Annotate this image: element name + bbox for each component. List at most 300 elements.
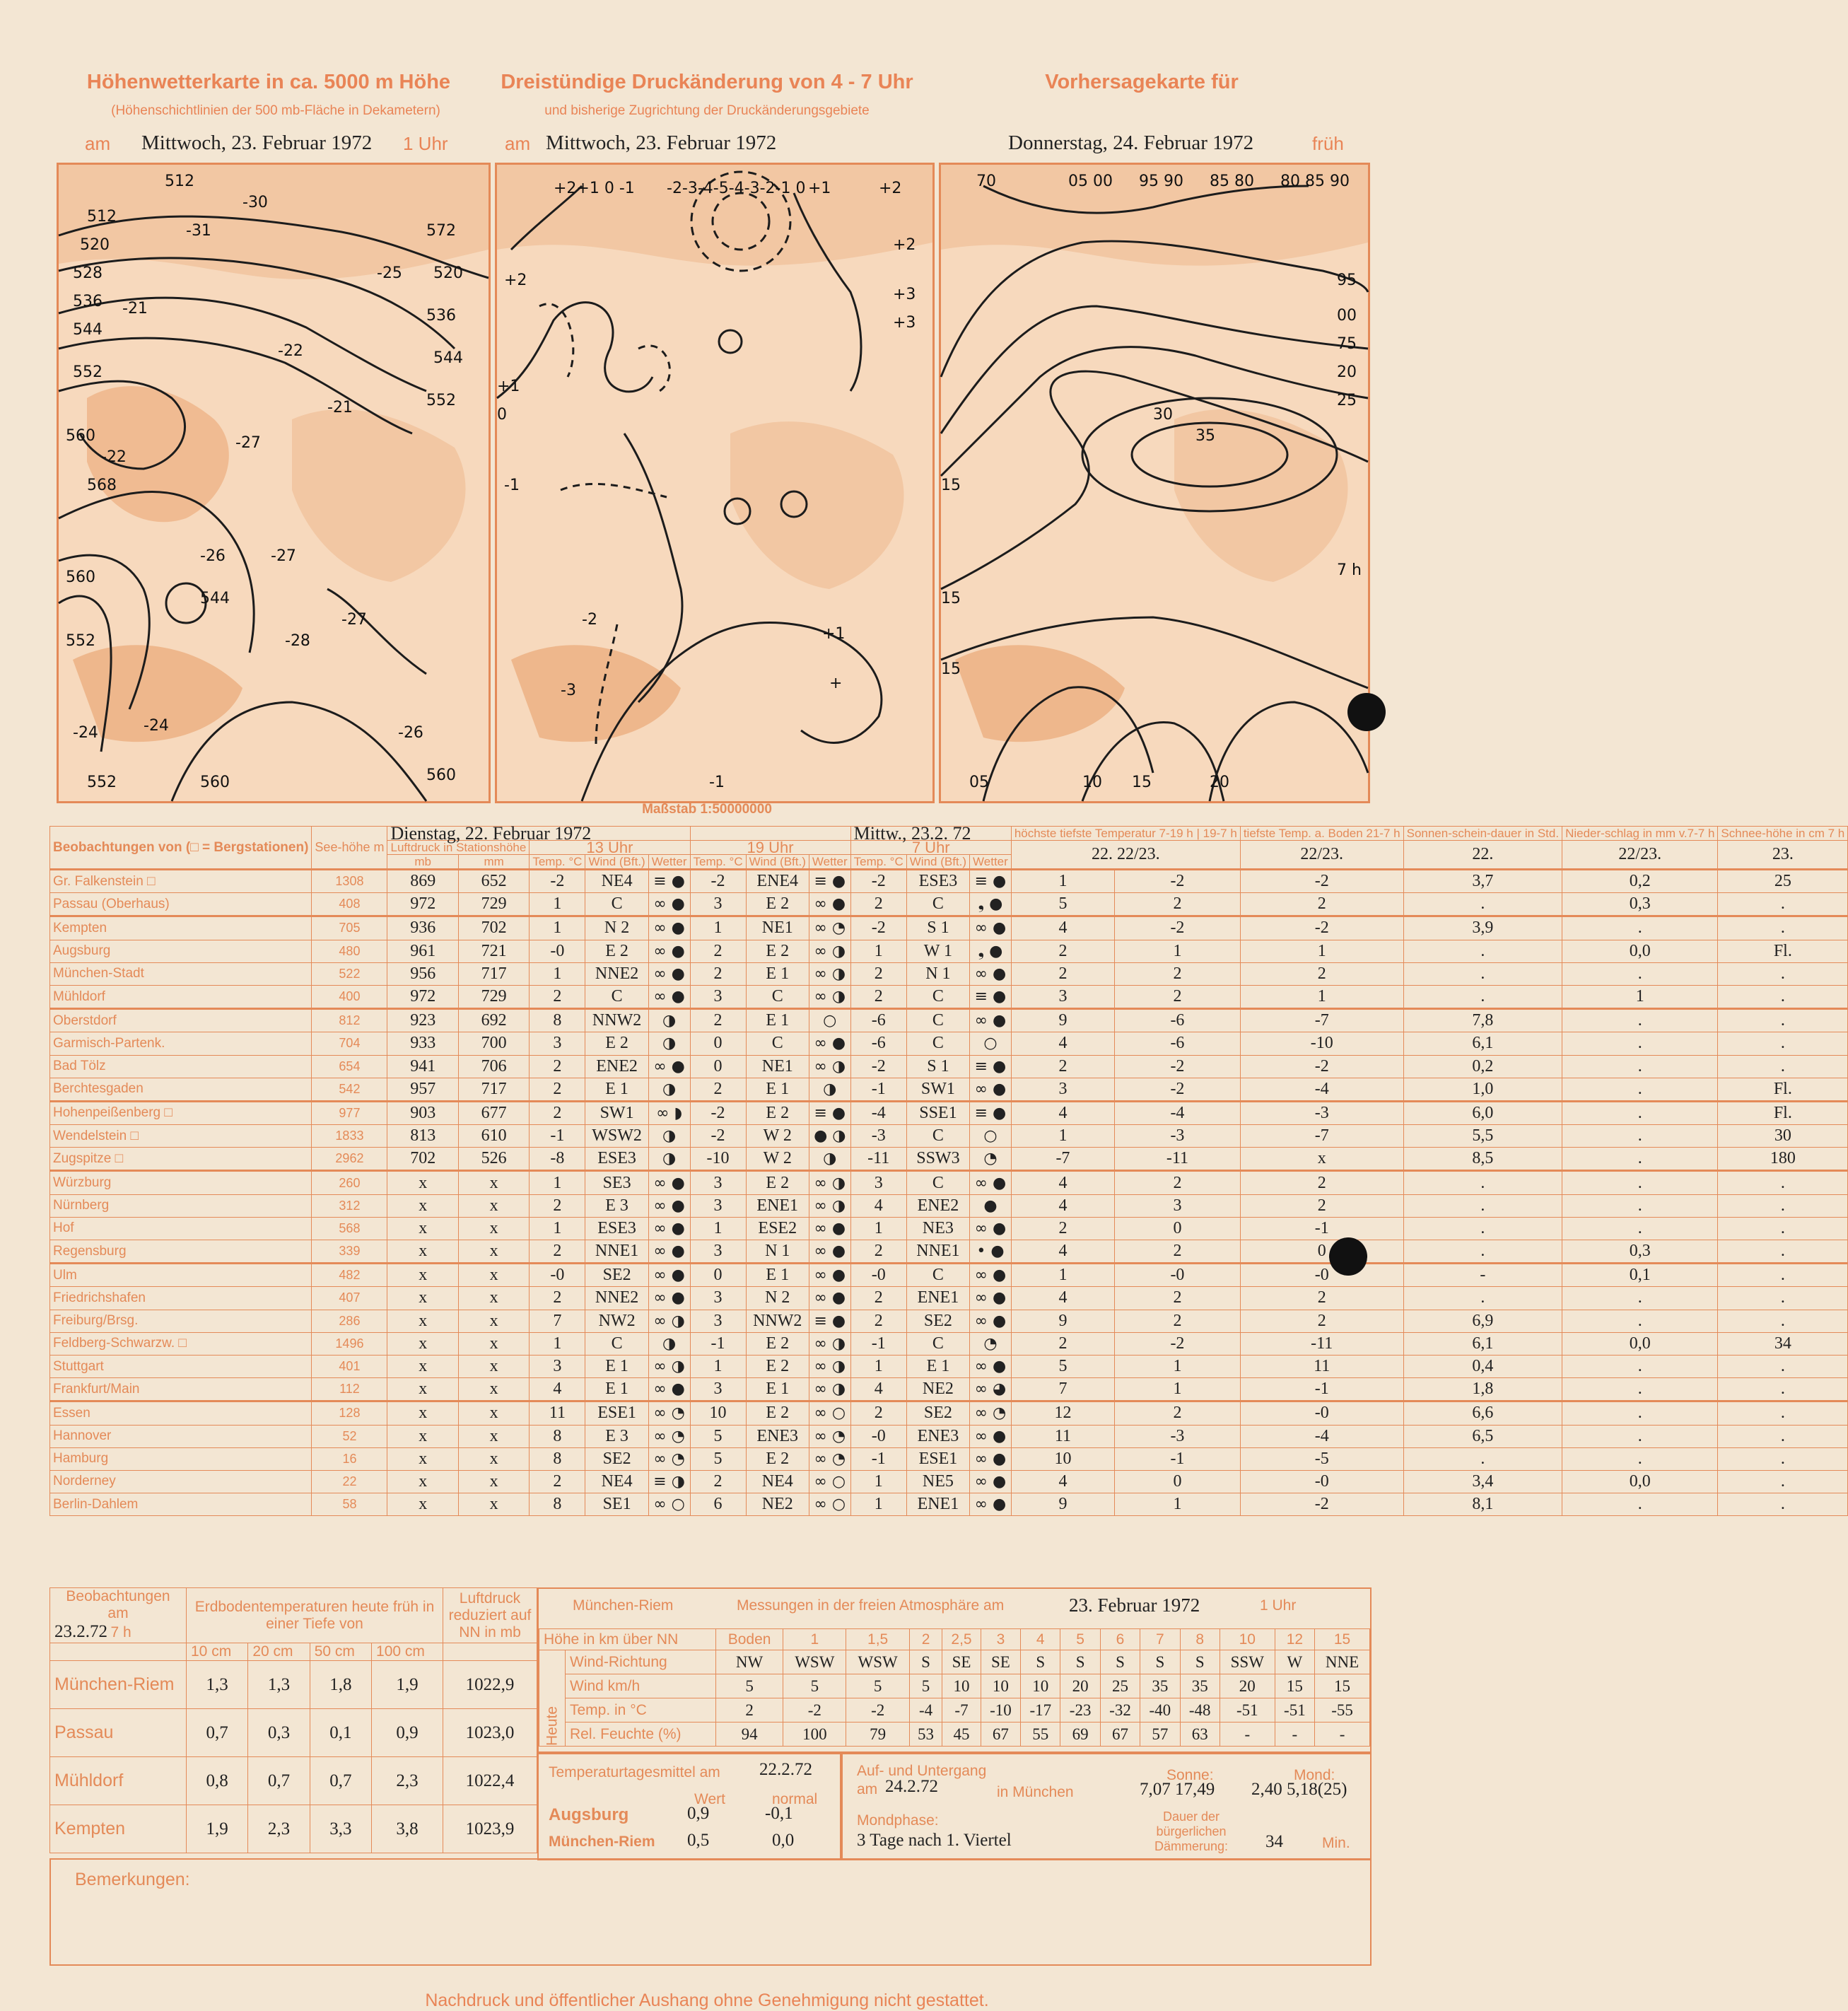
- svg-text:520: 520: [80, 236, 110, 254]
- cell-mb: x: [387, 1217, 458, 1240]
- cell-min: 0: [1115, 1470, 1241, 1493]
- cell-t13: 2: [530, 1078, 585, 1101]
- svg-text:552: 552: [73, 363, 103, 381]
- station-row: [50, 1378, 1848, 1401]
- station-row: [50, 940, 1848, 962]
- cell-min: 3: [1115, 1194, 1241, 1217]
- map1-subtitle: (Höhenschichtlinien der 500 mb-Fläche in Dekametern): [111, 103, 440, 118]
- svg-text:552: 552: [66, 632, 95, 650]
- station-row: [50, 1310, 1848, 1332]
- depth-100: 100 cm: [372, 1643, 443, 1661]
- ground-depth-value: 2,3: [372, 1757, 443, 1805]
- cell-w7: SE2: [906, 1310, 969, 1332]
- atmo-row: [539, 1674, 1370, 1698]
- cell-t7: -0: [850, 1264, 906, 1287]
- cell-w13: C: [585, 1332, 648, 1355]
- cell-w7: NE2: [906, 1378, 969, 1401]
- ground-title: Beobachtungen am: [66, 1588, 170, 1621]
- cell-sun: .: [1403, 1194, 1562, 1217]
- cell-sun: .: [1403, 1447, 1562, 1470]
- cell-t19: 3: [690, 1287, 746, 1310]
- cell-x19: ≡ ●: [809, 1101, 850, 1124]
- cell-x13: ∞ ●: [648, 893, 690, 916]
- cell-x13: ∞ ●: [648, 1240, 690, 1264]
- cell-t19: 0: [690, 1032, 746, 1055]
- cell-min: -2: [1115, 1332, 1241, 1355]
- atmo-value: -51: [1275, 1698, 1314, 1723]
- cell-t13: 1: [530, 916, 585, 940]
- col-ground: tiefste Temp. a. Boden 21-7 h: [1240, 827, 1403, 841]
- cell-sun: 0,2: [1403, 1055, 1562, 1078]
- svg-text:560: 560: [66, 569, 95, 586]
- cell-x19: ∞ ◑: [809, 1332, 850, 1355]
- cell-h: 112: [312, 1378, 387, 1401]
- col-wind-19: Wind (Bft.): [746, 855, 809, 870]
- svg-text:+1: +1: [822, 625, 846, 643]
- station-row: [50, 1401, 1848, 1425]
- cell-pr: .: [1562, 1009, 1718, 1032]
- cell-max: 10: [1011, 1447, 1114, 1470]
- cell-sun: 0,4: [1403, 1355, 1562, 1377]
- cell-max: 4: [1011, 1470, 1114, 1493]
- cell-min: 2: [1115, 1171, 1241, 1194]
- station-row: [50, 1287, 1848, 1310]
- atmo-value: -10: [981, 1698, 1020, 1723]
- cell-w13: NE4: [585, 870, 648, 893]
- cell-pr: .: [1562, 1078, 1718, 1101]
- svg-text:20: 20: [1210, 774, 1229, 791]
- cell-sun: .: [1403, 1171, 1562, 1194]
- cell-t13: -0: [530, 940, 585, 962]
- cell-sun: 8,5: [1403, 1148, 1562, 1171]
- cell-max: 4: [1011, 1032, 1114, 1055]
- atmo-value: 57: [1140, 1723, 1180, 1747]
- cell-x13: ∞ ●: [648, 1264, 690, 1287]
- cell-h: 705: [312, 916, 387, 940]
- cell-pr: .: [1562, 1310, 1718, 1332]
- atmo-level: 4: [1021, 1629, 1060, 1650]
- cell-t19: 2: [690, 1078, 746, 1101]
- cell-max: 5: [1011, 1355, 1114, 1377]
- station-row: [50, 1148, 1848, 1171]
- svg-text:544: 544: [200, 590, 230, 607]
- svg-text:+2: +2: [893, 236, 916, 254]
- punch-hole-top: [1347, 693, 1386, 731]
- station-row: [50, 985, 1848, 1008]
- cell-mm: 692: [458, 1009, 529, 1032]
- station-row: [50, 1447, 1848, 1470]
- cell-x19: ∞ ◑: [809, 962, 850, 985]
- cell-t19: -2: [690, 870, 746, 893]
- atmo-value: 63: [1180, 1723, 1220, 1747]
- station-row: [50, 1078, 1848, 1101]
- cell-w7: ESE3: [906, 870, 969, 893]
- cell-x13: ∞ ●: [648, 916, 690, 940]
- cell-min: -4: [1115, 1101, 1241, 1124]
- svg-text:70: 70: [976, 173, 996, 190]
- station-name: Passau (Oberhaus): [50, 893, 312, 916]
- ground-pressure: 1022,9: [443, 1661, 537, 1709]
- cell-x7: ∞ ●: [970, 1009, 1012, 1032]
- cell-gr: x: [1240, 1148, 1403, 1171]
- cell-t19: -2: [690, 1101, 746, 1124]
- atmo-value: 15: [1275, 1674, 1314, 1698]
- atmo-value: -2: [783, 1698, 846, 1723]
- cell-t13: 1: [530, 1171, 585, 1194]
- atmo-row: [539, 1698, 1370, 1723]
- cell-w13: N 2: [585, 916, 648, 940]
- svg-text:-27: -27: [271, 547, 296, 565]
- col-sun: Sonnen-schein-dauer in Std.: [1403, 827, 1562, 841]
- cell-x13: ◑: [648, 1332, 690, 1355]
- station-name: Würzburg: [50, 1171, 312, 1194]
- cell-sn: .: [1718, 962, 1848, 985]
- cell-x7: ∞ ●: [970, 1310, 1012, 1332]
- cell-sn: .: [1718, 1055, 1848, 1078]
- cell-x19: ● ◑: [809, 1125, 850, 1148]
- cell-t13: -2: [530, 870, 585, 893]
- cell-w13: SE3: [585, 1171, 648, 1194]
- atmo-value: 5: [846, 1674, 909, 1698]
- cell-mb: 972: [387, 893, 458, 916]
- atmo-level: 2: [909, 1629, 942, 1650]
- cell-sun: .: [1403, 962, 1562, 985]
- cell-sn: 180: [1718, 1148, 1848, 1171]
- cell-x19: ∞ ◑: [809, 1171, 850, 1194]
- svg-text:512: 512: [165, 173, 194, 190]
- atmo-value: -51: [1220, 1698, 1275, 1723]
- cell-x7: ≡ ●: [970, 870, 1012, 893]
- svg-text:552: 552: [87, 774, 117, 791]
- cell-w13: ESE3: [585, 1148, 648, 1171]
- cell-t7: -2: [850, 1055, 906, 1078]
- svg-text:95: 95: [1337, 272, 1357, 289]
- cell-t7: -6: [850, 1009, 906, 1032]
- cell-w19: NE4: [746, 1470, 809, 1493]
- cell-min: 2: [1115, 1310, 1241, 1332]
- cell-w7: C: [906, 1264, 969, 1287]
- cell-sun: 8,1: [1403, 1493, 1562, 1516]
- cell-w19: E 1: [746, 1264, 809, 1287]
- atmo-value: 5: [909, 1674, 942, 1698]
- daemmerung-value: 34: [1265, 1832, 1283, 1851]
- cell-w13: E 1: [585, 1355, 648, 1377]
- ground-depth-value: 0,9: [372, 1709, 443, 1757]
- cell-sun: .: [1403, 1217, 1562, 1240]
- cell-mm: x: [458, 1217, 529, 1240]
- cell-x19: ∞ ◑: [809, 1355, 850, 1377]
- cell-w19: E 2: [746, 1101, 809, 1124]
- station-name: Berlin-Dahlem: [50, 1493, 312, 1516]
- cell-w7: ENE1: [906, 1493, 969, 1516]
- cell-t19: 3: [690, 1240, 746, 1264]
- cell-x13: ◑: [648, 1032, 690, 1055]
- cell-sn: Fl.: [1718, 1078, 1848, 1101]
- depth-50: 50 cm: [310, 1643, 371, 1661]
- cell-x19: ∞ ●: [809, 893, 850, 916]
- cell-h: 407: [312, 1287, 387, 1310]
- cell-x13: ∞ ◔: [648, 1425, 690, 1447]
- col-wind-7: Wind (Bft.): [906, 855, 969, 870]
- tagesmittel-augsburg-wert: 0,9: [687, 1804, 710, 1823]
- cell-pr: .: [1562, 1401, 1718, 1425]
- cell-x13: ∞ ●: [648, 1217, 690, 1240]
- station-row: [50, 962, 1848, 985]
- cell-mb: x: [387, 1447, 458, 1470]
- station-row: [50, 1425, 1848, 1447]
- atmo-value: -: [1315, 1723, 1370, 1747]
- cell-x13: ∞ ●: [648, 985, 690, 1008]
- ground-station: Kempten: [50, 1805, 187, 1853]
- map-scale: Maßstab 1:50000000: [642, 802, 772, 817]
- cell-x7: ∞ ●: [970, 962, 1012, 985]
- cell-x7: ∞ ●: [970, 1493, 1012, 1516]
- cell-mb: x: [387, 1240, 458, 1264]
- cell-mb: 956: [387, 962, 458, 985]
- station-row: [50, 1493, 1848, 1516]
- cell-pr: .: [1562, 1447, 1718, 1470]
- cell-t13: 1: [530, 962, 585, 985]
- cell-min: 2: [1115, 1401, 1241, 1425]
- atmo-row: [539, 1650, 1370, 1674]
- cell-sun: .: [1403, 940, 1562, 962]
- cell-mb: 957: [387, 1078, 458, 1101]
- atmo-value: S: [1060, 1650, 1100, 1674]
- svg-text:-2-3-4-5-4-3-2-1 0: -2-3-4-5-4-3-2-1 0: [667, 180, 806, 197]
- cell-t13: 2: [530, 985, 585, 1008]
- ground-depth-value: 0,1: [310, 1709, 371, 1757]
- cell-sun: 3,7: [1403, 870, 1562, 893]
- cell-t13: 2: [530, 1101, 585, 1124]
- station-row: [50, 870, 1848, 893]
- svg-text:+3: +3: [893, 286, 916, 303]
- cell-mb: 936: [387, 916, 458, 940]
- cell-h: 1496: [312, 1332, 387, 1355]
- cell-gr: -5: [1240, 1447, 1403, 1470]
- map3-title: Vorhersagekarte für: [1045, 71, 1239, 93]
- cell-max: 2: [1011, 1332, 1114, 1355]
- atmo-level: 1: [783, 1629, 846, 1650]
- cell-pr: 0,0: [1562, 1332, 1718, 1355]
- cell-mm: 717: [458, 962, 529, 985]
- cell-w13: SE1: [585, 1493, 648, 1516]
- cell-w13: E 2: [585, 940, 648, 962]
- mond-value: 2,40 5,18(25): [1251, 1780, 1347, 1799]
- cell-x13: ◑: [648, 1148, 690, 1171]
- cell-pr: .: [1562, 1148, 1718, 1171]
- cell-h: 52: [312, 1425, 387, 1447]
- cell-t13: 1: [530, 1332, 585, 1355]
- cell-mm: x: [458, 1425, 529, 1447]
- atmo-level: 6: [1100, 1629, 1140, 1650]
- cell-sn: .: [1718, 1009, 1848, 1032]
- tagesmittel-riem-wert: 0,5: [687, 1831, 710, 1850]
- depth-title: Erdbodentemperaturen heute früh in einer Tiefe von: [187, 1588, 443, 1643]
- cell-pr: 1: [1562, 985, 1718, 1008]
- remarks-box: [49, 1858, 1372, 1966]
- cell-gr: -1: [1240, 1378, 1403, 1401]
- svg-text:-26: -26: [398, 724, 423, 742]
- cell-h: 654: [312, 1055, 387, 1078]
- cell-sun: 6,5: [1403, 1425, 1562, 1447]
- cell-gr: 2: [1240, 962, 1403, 985]
- cell-t7: -1: [850, 1078, 906, 1101]
- cell-pr: .: [1562, 1055, 1718, 1078]
- ground-pressure: 1023,9: [443, 1805, 537, 1853]
- cell-min: 2: [1115, 893, 1241, 916]
- cell-pr: 0,1: [1562, 1264, 1718, 1287]
- atmo-value: 15: [1315, 1674, 1370, 1698]
- cell-mb: x: [387, 1378, 458, 1401]
- cell-h: 128: [312, 1401, 387, 1425]
- cell-sn: 25: [1718, 870, 1848, 893]
- cell-x7: ❟ ●: [970, 893, 1012, 916]
- time-13: 13 Uhr: [530, 841, 690, 855]
- cell-t19: 2: [690, 1009, 746, 1032]
- cell-t19: 10: [690, 1401, 746, 1425]
- svg-text:+2: +2: [879, 180, 902, 197]
- cell-sn: .: [1718, 1401, 1848, 1425]
- atmo-value: 100: [783, 1723, 846, 1747]
- cell-x19: ∞ ◔: [809, 1447, 850, 1470]
- atmo-value: -: [1220, 1723, 1275, 1747]
- cell-sn: .: [1718, 1378, 1848, 1401]
- station-name: Hohenpeißenberg □: [50, 1101, 312, 1124]
- cell-pr: .: [1562, 1217, 1718, 1240]
- atmo-rows: [539, 1650, 1370, 1747]
- cell-min: -6: [1115, 1009, 1241, 1032]
- tagesmittel-augsburg: Augsburg: [549, 1805, 629, 1824]
- cell-min: 1: [1115, 1493, 1241, 1516]
- date-sun: 22.: [1403, 841, 1562, 870]
- atmo-value: 20: [1220, 1674, 1275, 1698]
- atmo-value: 53: [909, 1723, 942, 1747]
- cell-gr: 2: [1240, 893, 1403, 916]
- cell-h: 1833: [312, 1125, 387, 1148]
- atmo-value: -23: [1060, 1698, 1100, 1723]
- atmo-row-label: Rel. Feuchte (%): [566, 1723, 716, 1747]
- cell-w13: E 3: [585, 1425, 648, 1447]
- col-pressure: Luftdruck in Stationshöhe: [387, 841, 530, 855]
- atmo-level: 8: [1180, 1629, 1220, 1650]
- cell-t19: 3: [690, 1194, 746, 1217]
- cell-mb: 813: [387, 1125, 458, 1148]
- cell-t13: 8: [530, 1493, 585, 1516]
- atmo-value: S: [1100, 1650, 1140, 1674]
- map2-title: Dreistündige Druckänderung von 4 - 7 Uhr: [501, 71, 913, 93]
- map2-am: am: [505, 133, 531, 154]
- atmo-value: 69: [1060, 1723, 1100, 1747]
- cell-gr: -0: [1240, 1264, 1403, 1287]
- ground-depth-value: 1,9: [372, 1661, 443, 1709]
- cell-max: 7: [1011, 1378, 1114, 1401]
- ground-depth-value: 1,3: [187, 1661, 248, 1709]
- cell-x7: ∞ ●: [970, 1355, 1012, 1377]
- cell-x19: ∞ ○: [809, 1401, 850, 1425]
- time-7: 7 Uhr: [850, 841, 1011, 855]
- cell-gr: 2: [1240, 1171, 1403, 1194]
- cell-w19: ENE3: [746, 1425, 809, 1447]
- svg-text:+1: +1: [497, 378, 520, 395]
- cell-max: 9: [1011, 1310, 1114, 1332]
- atmo-row: [539, 1723, 1370, 1747]
- cell-pr: .: [1562, 1355, 1718, 1377]
- svg-text:35: 35: [1195, 427, 1215, 445]
- cell-x19: ∞ ●: [809, 1287, 850, 1310]
- ground-depth-value: 3,8: [372, 1805, 443, 1853]
- cell-pr: 0,0: [1562, 940, 1718, 962]
- map1-date: Mittwoch, 23. Februar 1972: [141, 132, 373, 154]
- col-mm: mm: [458, 855, 529, 870]
- date-precip: 22/23.: [1562, 841, 1718, 870]
- cell-w19: N 1: [746, 1240, 809, 1264]
- cell-x7: ○: [970, 1125, 1012, 1148]
- atmo-value: 79: [846, 1723, 909, 1747]
- cell-w13: E 2: [585, 1032, 648, 1055]
- cell-sun: .: [1403, 893, 1562, 916]
- cell-gr: -0: [1240, 1401, 1403, 1425]
- svg-text:+2+1 0 -1: +2+1 0 -1: [554, 180, 635, 197]
- cell-sun: 7,8: [1403, 1009, 1562, 1032]
- cell-sn: Fl.: [1718, 940, 1848, 962]
- cell-pr: .: [1562, 1032, 1718, 1055]
- atmo-value: 55: [1021, 1723, 1060, 1747]
- atmo-value: -17: [1021, 1698, 1060, 1723]
- cell-w7: C: [906, 893, 969, 916]
- observation-table: [49, 823, 1848, 1516]
- cell-w19: NE1: [746, 1055, 809, 1078]
- cell-mm: 717: [458, 1078, 529, 1101]
- date-ground: 22/23.: [1240, 841, 1403, 870]
- cell-t7: -2: [850, 870, 906, 893]
- cell-h: 286: [312, 1310, 387, 1332]
- cell-sun: -: [1403, 1264, 1562, 1287]
- cell-min: 2: [1115, 1287, 1241, 1310]
- cell-sun: 5,5: [1403, 1125, 1562, 1148]
- cell-sn: .: [1718, 1310, 1848, 1332]
- svg-text:-1: -1: [504, 477, 520, 494]
- svg-text:+2: +2: [504, 272, 527, 289]
- cell-mb: 972: [387, 985, 458, 1008]
- date-maxmin: 22. 22/23.: [1011, 841, 1240, 870]
- cell-h: 2962: [312, 1148, 387, 1171]
- col-height: See-höhe m: [312, 827, 387, 870]
- cell-t7: -3: [850, 1125, 906, 1148]
- svg-text:+1: +1: [808, 180, 831, 197]
- cell-t7: 1: [850, 1470, 906, 1493]
- cell-t13: -1: [530, 1125, 585, 1148]
- cell-h: 408: [312, 893, 387, 916]
- cell-mm: 729: [458, 893, 529, 916]
- svg-text:-27: -27: [235, 434, 261, 452]
- cell-x19: ◑: [809, 1078, 850, 1101]
- cell-max: 1: [1011, 1125, 1114, 1148]
- cell-w7: S 1: [906, 1055, 969, 1078]
- cell-x7: ≡ ●: [970, 985, 1012, 1008]
- cell-w19: E 2: [746, 893, 809, 916]
- cell-mb: 941: [387, 1055, 458, 1078]
- cell-w7: C: [906, 1171, 969, 1194]
- cell-sun: 3,9: [1403, 916, 1562, 940]
- cell-x19: ∞ ◑: [809, 985, 850, 1008]
- cell-w19: E 1: [746, 1378, 809, 1401]
- cell-min: 2: [1115, 962, 1241, 985]
- cell-w7: SSE1: [906, 1101, 969, 1124]
- col-precip: Nieder-schlag in mm v.7-7 h: [1562, 827, 1718, 841]
- cell-w7: W 1: [906, 940, 969, 962]
- svg-text:544: 544: [73, 321, 103, 339]
- col-wetter-19: Wetter: [809, 855, 850, 870]
